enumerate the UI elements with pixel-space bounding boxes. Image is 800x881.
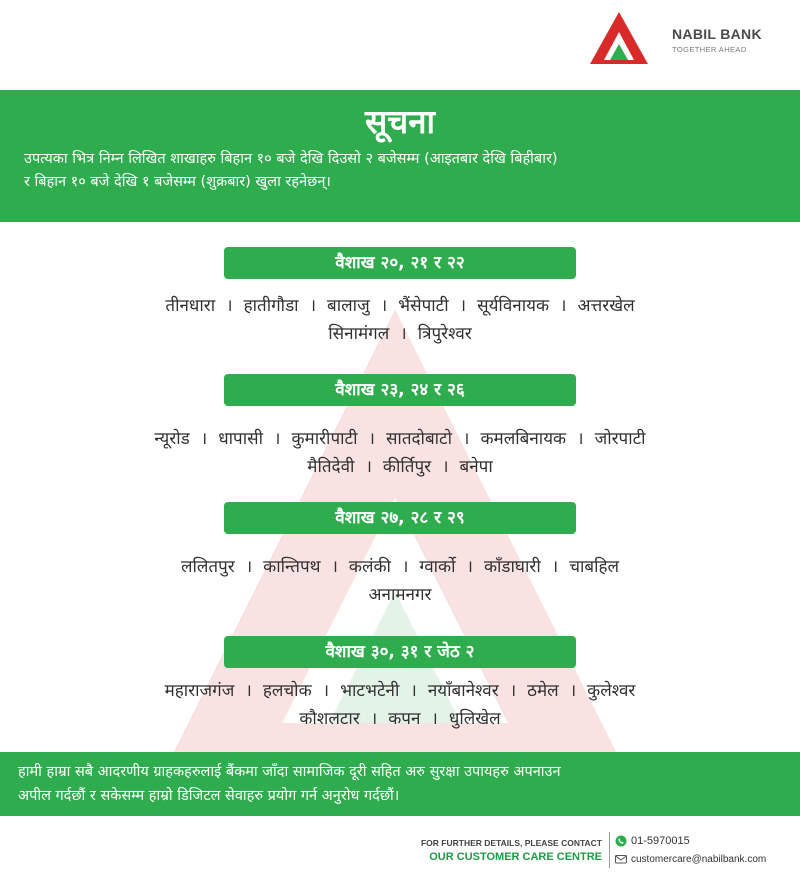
branch-separator: ।: [509, 681, 517, 701]
branch-separator: ।: [431, 709, 438, 729]
branch-name: काँडाघारी: [483, 557, 541, 577]
branch-name: तीनधारा: [165, 296, 216, 316]
branch-separator: ।: [245, 557, 253, 577]
appeal-line-1: हामी हाम्रा सबै आदरणीय ग्राहकहरुलाई बैंकमा जाँदा सामाजिक दूरी सहित अरु सुरक्षा उपायहरु अपनाउन: [18, 764, 561, 780]
notice-line-2: र बिहान १० बजे देखि १ बजेसम्म (शुक्रबार) खुला रहनेछन्।: [24, 174, 331, 190]
branch-name: धापासी: [218, 429, 264, 449]
branch-row: [40, 581, 760, 609]
branch-name: कीर्तिपुर: [382, 457, 432, 477]
branch-name: ठमेल: [527, 681, 559, 701]
email-row[interactable]: [615, 850, 795, 868]
branch-separator: ।: [466, 557, 473, 577]
date-pill-1: वैशाख २०, २१ र २२: [224, 247, 576, 279]
appeal-text: [18, 760, 782, 808]
branch-row: [40, 320, 760, 348]
branch-name: भाटभटेनी: [340, 681, 400, 701]
branch-name: कपन: [388, 709, 421, 729]
whatsapp-icon: [615, 835, 627, 847]
branch-name: त्रिपुरेश्वर: [417, 324, 472, 344]
appeal-line-2: अपील गर्दछौं र सकेसम्म हाम्रो डिजिटल सेवाहरु प्रयोग गर्न अनुरोध गर्दछौं।: [18, 788, 400, 804]
date-pill-2: वैशाख २३, २४ र २६: [224, 374, 576, 406]
email-icon: [615, 853, 627, 865]
branch-separator: ।: [577, 429, 584, 449]
contact-channels: [615, 826, 795, 868]
branch-name: सातदोबाटो: [385, 429, 453, 449]
branch-list-1: [40, 292, 760, 348]
branch-separator: ।: [401, 557, 409, 577]
email-address[interactable]: customercare@nabilbank.com: [631, 853, 767, 865]
branch-name: अनामनगर: [368, 585, 432, 605]
branch-separator: ।: [463, 429, 470, 449]
branch-separator: ।: [245, 681, 252, 701]
branch-separator: ।: [410, 681, 417, 701]
branch-name: ललितपुर: [180, 557, 235, 577]
branch-separator: ।: [365, 457, 372, 477]
bank-logo: [588, 10, 778, 70]
notice-text: [24, 148, 776, 194]
branch-name: महाराजगंज: [164, 681, 235, 701]
brand-tagline: TOGETHER AHEAD: [672, 45, 747, 54]
branch-name: जोरपाटी: [594, 429, 646, 449]
branch-name: मैतिदेवी: [307, 457, 355, 477]
branch-separator: ।: [226, 296, 233, 316]
branch-name: कमलबिनायक: [480, 429, 567, 449]
notice-banner: [0, 90, 800, 222]
branch-separator: ।: [459, 296, 467, 316]
contact-title: OUR CUSTOMER CARE CENTRE: [429, 851, 602, 863]
branch-name: सिनामंगल: [328, 324, 390, 344]
contact-label: FOR FURTHER DETAILS, PLEASE CONTACT: [420, 838, 602, 848]
branch-separator: ।: [560, 296, 567, 316]
branch-separator: ।: [274, 429, 281, 449]
branch-separator: ।: [322, 681, 330, 701]
branch-row: [40, 425, 760, 453]
date-pill-3: वैशाख २७, २८ र २९: [224, 502, 576, 534]
branch-row: [40, 292, 760, 320]
branch-name: भैंसेपाटी: [398, 296, 449, 316]
branch-name: अत्तरखेल: [577, 296, 635, 316]
notice-line-1: उपत्यका भित्र निम्न लिखित शाखाहरु बिहान १० बजे देखि दिउसो २ बजेसम्म (आइतबार देखि बिहीबार): [24, 151, 558, 167]
branch-name: कान्तिपथ: [263, 557, 321, 577]
branch-separator: ।: [370, 709, 378, 729]
branch-name: ग्वार्को: [419, 557, 456, 577]
branch-name: बालाजु: [327, 296, 370, 316]
branch-name: न्यूरोड: [154, 429, 190, 449]
branch-separator: ।: [380, 296, 388, 316]
contact-info: [412, 826, 602, 863]
contact-divider: [609, 832, 610, 868]
branch-list-4: [40, 677, 760, 733]
branch-name: कलंकी: [348, 557, 391, 577]
branch-name: कुमारीपाटी: [291, 429, 358, 449]
branch-row: [40, 553, 760, 581]
branch-separator: ।: [331, 557, 338, 577]
branch-name: नयाँबानेश्वर: [427, 681, 499, 701]
branch-row: [40, 677, 760, 705]
phone-row[interactable]: [615, 832, 795, 850]
phone-number[interactable]: 01-5970015: [631, 835, 690, 847]
branch-name: बनेपा: [459, 457, 493, 477]
logo-triangle-icon: [588, 10, 650, 66]
branch-name: धुलिखेल: [448, 709, 501, 729]
branch-name: हलचोक: [262, 681, 312, 701]
branch-separator: ।: [400, 324, 407, 344]
notice-title: सूचना: [364, 102, 436, 141]
branch-name: चाबहिल: [569, 557, 620, 577]
branch-row: [40, 705, 760, 733]
branch-separator: ।: [200, 429, 208, 449]
branch-list-2: [40, 425, 760, 481]
branch-name: हातीगौडा: [243, 296, 299, 316]
branch-list-3: [40, 553, 760, 609]
branch-separator: ।: [569, 681, 577, 701]
branch-separator: ।: [551, 557, 559, 577]
branch-name: कौशलटार: [299, 709, 360, 729]
branch-name: सूर्यविनायक: [477, 296, 550, 316]
branch-separator: ।: [309, 296, 317, 316]
branch-name: कुलेश्वर: [587, 681, 636, 701]
date-pill-4: वैशाख ३०, ३१ र जेठ २: [224, 636, 576, 668]
brand-name: NABIL BANK: [672, 26, 762, 42]
appeal-banner: [0, 752, 800, 816]
branch-separator: ।: [442, 457, 449, 477]
branch-row: [40, 453, 760, 481]
branch-separator: ।: [368, 429, 375, 449]
